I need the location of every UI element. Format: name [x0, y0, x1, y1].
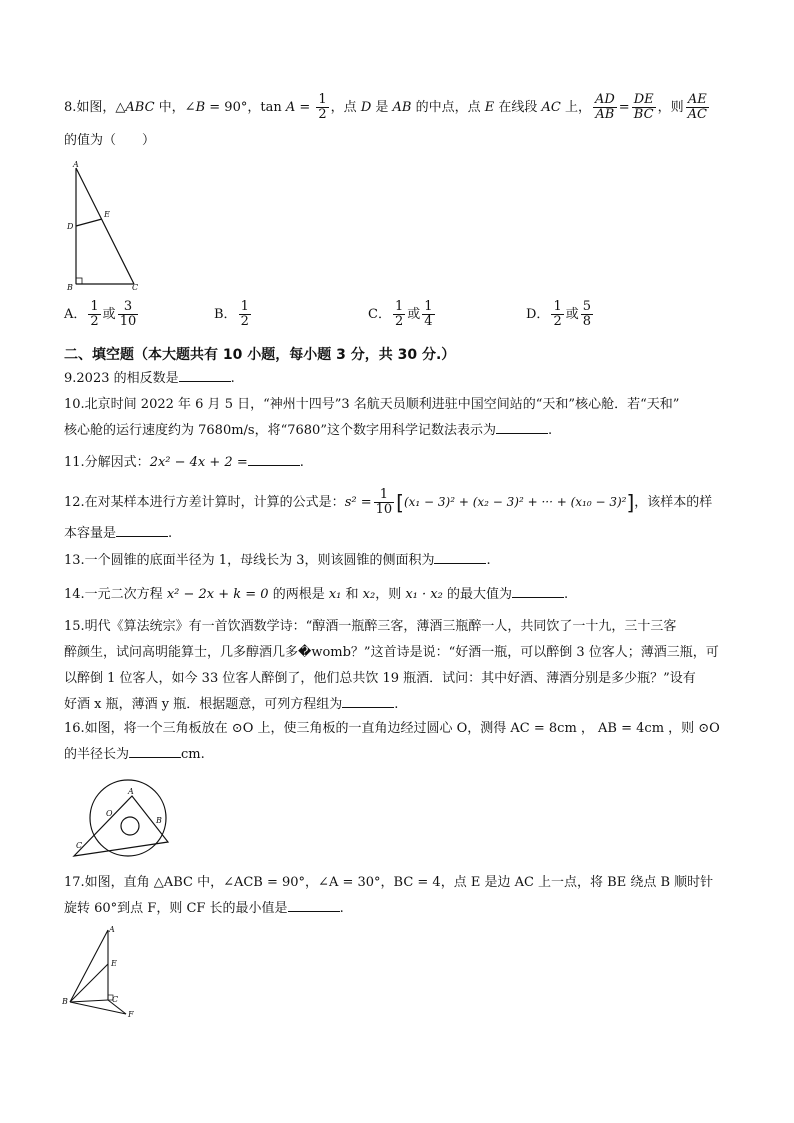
frac-num: DE — [633, 92, 654, 107]
frac-num: AD — [594, 92, 615, 107]
frac-num: 1 — [374, 488, 395, 503]
q17-end: . — [339, 901, 344, 916]
answer-blank[interactable] — [179, 367, 231, 382]
question-10 — [64, 392, 734, 444]
bracket-close: ] — [626, 490, 635, 515]
question-9 — [64, 366, 734, 392]
q10-line1: 10.北京时间 2022 年 6 月 5 日，“神州十四号”3 名航天员顺利进驻中国空间站的“天和”核心舱．若“天和” — [64, 397, 680, 412]
frac-num: 1 — [90, 299, 99, 314]
q10-line2 — [64, 418, 734, 444]
answer-blank[interactable] — [248, 451, 300, 466]
segment-de — [76, 219, 102, 226]
q9-end: . — [230, 371, 235, 386]
q14-text: ，则 — [375, 587, 406, 602]
q12-text2: 本容量是 — [64, 526, 117, 541]
frac-den: 2 — [553, 314, 562, 329]
q8-line2: 的值为（ ） — [64, 133, 156, 148]
frac-den: 2 — [90, 314, 99, 329]
label-a: A — [128, 787, 134, 796]
label-c: C — [76, 841, 83, 850]
option-c[interactable] — [368, 300, 437, 329]
q12-line2 — [64, 521, 734, 547]
q8-line1 — [64, 88, 734, 128]
q13-text: 13.一个圆锥的底面半径为 1，母线长为 3，则该圆锥的侧面积为 — [64, 553, 435, 568]
q8-text: 中，∠ — [154, 100, 196, 115]
question-12 — [64, 484, 734, 547]
label-o: O — [106, 809, 113, 818]
q8-tan: tan — [260, 100, 286, 115]
answer-blank[interactable] — [512, 583, 564, 598]
label-a: A — [109, 925, 115, 934]
segment-ac — [76, 168, 134, 284]
label-f: F — [128, 1010, 134, 1019]
q15-text: 好酒 x 瓶，薄酒 y 瓶．根据题意，可列方程组为 — [64, 697, 343, 712]
segment-ab — [70, 930, 108, 1002]
opt-frac — [551, 300, 563, 329]
answer-blank[interactable] — [342, 693, 394, 708]
frac-den: AC — [687, 107, 707, 122]
question-8 — [64, 88, 734, 154]
label-c: C — [112, 995, 119, 1004]
q8-ac: AC — [541, 100, 561, 115]
q15-line4 — [64, 692, 734, 718]
q16-line1: 16.如图，将一个三角板放在 ⊙O 上，使三角板的一直角边经过圆心 O，测得 AC = 8cm ， AB = 4cm ，则 ⊙O — [64, 721, 720, 736]
frac-den: 4 — [424, 314, 433, 329]
question-13 — [64, 548, 734, 574]
q14-text: 的两根是 — [268, 587, 329, 602]
q12-line1 — [64, 484, 734, 521]
q16-circle-figure — [64, 776, 184, 860]
q8-d: D — [360, 100, 372, 115]
opt-frac — [422, 300, 434, 329]
frac-den: 2 — [318, 107, 327, 122]
option-label: A． — [64, 307, 87, 322]
q14-product: x₁ · x₂ — [405, 587, 443, 602]
q12-variance-terms: (x₁ − 3)² + (x₂ − 3)² + ··· + (x₁₀ − 3)² — [403, 495, 627, 509]
section-heading-fill-in: 二、填空题（本大题共有 10 小题，每小题 3 分，共 30 分.） — [64, 347, 456, 363]
label-c: C — [132, 283, 139, 292]
q12-s2: s² = — [344, 495, 372, 510]
frac-den: AB — [595, 107, 615, 122]
q8-text: 是 — [371, 100, 393, 115]
q15-line2: 醉颜生，试问高明能算士，几多醇酒几多�womb？”这首诗是说：“好酒一瓶，可以醉倒 3 位客人；薄酒三瓶，可 — [64, 645, 719, 660]
frac-num: 3 — [118, 300, 139, 315]
q8-text: ，则 — [657, 100, 684, 115]
label-e: E — [104, 210, 110, 219]
q15-line1: 15.明代《算法统宗》有一首饮酒数学诗：“醇酒一瓶醉三客，薄酒三瓶醉一人，共同饮了一十九，三十三客 — [64, 619, 677, 634]
q8-ratio3 — [686, 93, 709, 122]
q14-equation: x² − 2x + k = 0 — [166, 587, 269, 602]
answer-blank[interactable] — [288, 897, 340, 912]
or-text: 或 — [565, 307, 579, 322]
answer-blank[interactable] — [496, 419, 548, 434]
q14-root2: x₂ — [362, 587, 376, 602]
answer-blank[interactable] — [434, 549, 486, 564]
q9-text: 9.2023 的相反数是 — [64, 371, 179, 386]
q11-text: 11.分解因式： — [64, 455, 150, 470]
q12-text: 12.在对某样本进行方差计算时，计算的公式是： — [64, 495, 345, 510]
option-label: B． — [214, 307, 237, 322]
q8-text: 在线段 — [494, 100, 542, 115]
label-e: E — [111, 959, 117, 968]
opt-frac — [239, 300, 251, 329]
q16-text: 的半径长为 — [64, 747, 130, 762]
q17-line2 — [64, 896, 734, 922]
frac-num: 5 — [582, 299, 592, 314]
q14-end: . — [563, 587, 569, 602]
q8-text: 的中点，点 — [411, 100, 485, 115]
q10-text: 核心舱的运行速度约为 7680m/s，将“7680”这个数字用科学记数法表示为 — [64, 423, 496, 438]
q8-text: 如图，△ — [76, 100, 126, 115]
frac-den: BC — [633, 107, 654, 122]
q15-end: . — [394, 697, 399, 712]
question-17 — [64, 870, 734, 922]
q8-half-fraction — [316, 93, 328, 122]
frac-den: 10 — [375, 502, 393, 517]
or-text: 或 — [102, 307, 116, 322]
q8-abc: ABC — [125, 100, 155, 115]
frac-num: 1 — [553, 299, 562, 314]
frac-num: 1 — [318, 92, 327, 107]
answer-blank[interactable] — [129, 743, 181, 758]
segment-be — [70, 964, 108, 1002]
q17-line1: 17.如图，直角 △ABC 中，∠ACB = 90°，∠A = 30°，BC = 4，点 E 是边 AC 上一点，将 BE 绕点 B 顺时针 — [64, 875, 714, 890]
answer-blank[interactable] — [116, 522, 168, 537]
q8-e: E — [484, 100, 495, 115]
label-d: D — [67, 222, 74, 231]
q8-text: = 90°， — [205, 100, 261, 115]
q14-text: 和 — [341, 587, 363, 602]
label-a: A — [73, 160, 79, 169]
q8-eq2: = — [618, 100, 630, 115]
frac-num: AE — [686, 93, 709, 108]
q8-triangle-figure — [64, 160, 144, 292]
q12-fraction — [374, 488, 395, 517]
q12-end: . — [168, 526, 173, 541]
question-11 — [64, 450, 734, 476]
label-b: B — [62, 997, 68, 1006]
option-b[interactable] — [214, 300, 253, 329]
q11-expression: 2x² − 4x + 2 = — [149, 455, 248, 470]
frac-num: 1 — [394, 299, 404, 314]
q13-end: . — [486, 553, 491, 568]
option-label: C． — [368, 307, 391, 322]
q14-text: 的最大值为 — [442, 587, 512, 602]
frac-den: 2 — [394, 314, 404, 329]
q8-ab: AB — [392, 100, 412, 115]
q15-line3: 以醉倒 1 位客人，如今 33 位客人醉倒了，他们总共饮 19 瓶酒．试问：其中好酒、薄酒分别是多少瓶？”设有 — [64, 671, 696, 686]
frac-num: 1 — [240, 299, 249, 314]
option-a[interactable] — [64, 300, 140, 329]
q17-triangle-figure — [62, 924, 146, 1022]
option-d[interactable] — [526, 300, 595, 329]
q17-text: 旋转 60°到点 F，则 CF 长的最小值是 — [64, 901, 288, 916]
frac-num: 1 — [424, 299, 433, 314]
opt-frac — [393, 300, 405, 329]
question-14 — [64, 582, 734, 608]
segment-bc — [70, 1000, 108, 1002]
q8-ratio2 — [632, 93, 656, 122]
label-b: B — [156, 816, 162, 825]
or-text: 或 — [407, 307, 421, 322]
opt-frac — [581, 300, 593, 329]
q12-text: ，该样本的样 — [634, 495, 713, 510]
right-angle-mark — [76, 278, 82, 284]
q8-eq: = — [295, 100, 315, 115]
opt-frac — [118, 300, 139, 329]
q14-text: 14.一元二次方程 — [64, 587, 167, 602]
frac-den: 2 — [240, 314, 249, 329]
q8-options — [64, 300, 734, 340]
q8-text: 上， — [560, 100, 591, 115]
q8-b: B — [195, 100, 206, 115]
frac-den: 10 — [119, 314, 137, 329]
q8-text: ，点 — [330, 100, 361, 115]
bracket-open: [ — [396, 490, 404, 515]
q16-unit: cm. — [181, 747, 205, 762]
q8-a: A — [285, 100, 296, 115]
triangle-hole — [121, 817, 139, 835]
q10-end: . — [547, 423, 553, 438]
label-b: B — [67, 283, 73, 292]
q8-ratio1 — [593, 93, 617, 122]
q16-line2 — [64, 742, 734, 768]
q11-end: . — [299, 455, 304, 470]
q8-number: 8. — [64, 100, 77, 115]
frac-den: 8 — [582, 314, 592, 329]
option-label: D． — [526, 307, 550, 322]
q14-root1: x₁ — [328, 587, 342, 602]
opt-frac — [88, 300, 100, 329]
question-16 — [64, 716, 734, 768]
question-15 — [64, 614, 734, 718]
